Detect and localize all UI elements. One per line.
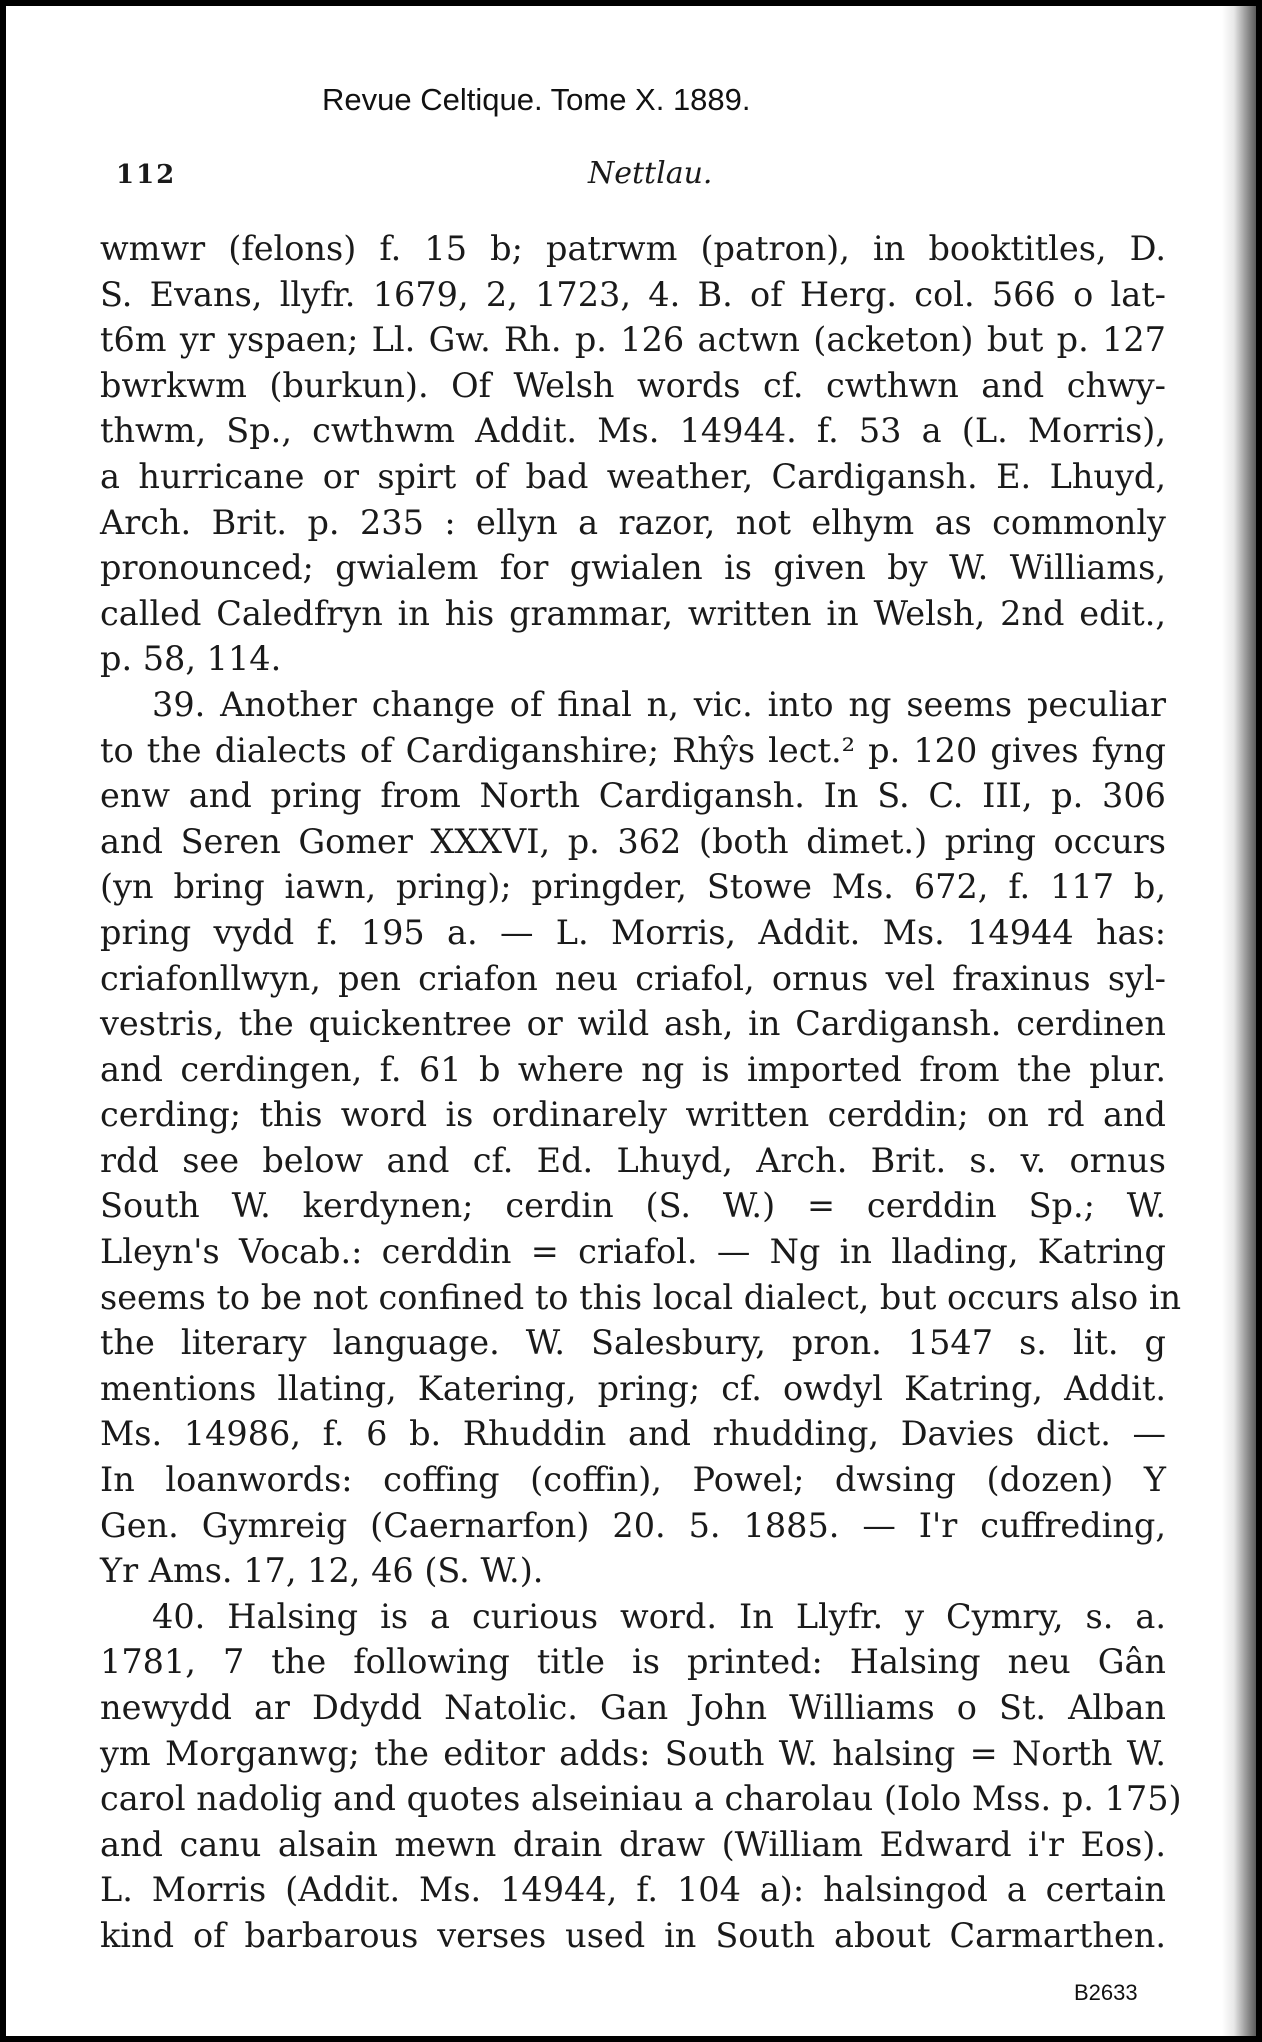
paragraph-39-start: 39. Another change of final n, vic. into ng seems peculiar (152, 684, 1166, 724)
shelfmark-label: B2633 (1074, 1980, 1138, 2005)
page-border-right (1256, 0, 1262, 2042)
page-number: 112 (116, 160, 177, 190)
running-head: Nettlau. (588, 156, 713, 191)
text-line: mentions llating, Katering, pring; cf. owdyl Katring, Addit. (100, 1368, 1166, 1408)
page-border-top (0, 0, 1262, 6)
text-line: 1781, 7 the following title is printed: Halsing neu Gân (100, 1642, 1166, 1682)
text-line: pring vydd f. 195 a. — L. Morris, Addit. Ms. 14944 has: (100, 912, 1166, 952)
journal-citation: Revue Celtique. Tome X. 1889. (322, 82, 751, 117)
text-line: newydd ar Ddydd Natolic. Gan John Williams o St. Alban (100, 1688, 1166, 1727)
page-border-bottom (0, 2036, 1262, 2042)
text-line: vestris, the quickentree or wild ash, in Cardigansh. cerdinen (100, 1004, 1166, 1044)
text-line: S. Evans, llyfr. 1679, 2, 1723, 4. B. of Herg. col. 566 o lat- (100, 274, 1166, 314)
text-line: Lleyn's Vocab.: cerddin = criafol. — Ng in llading, Katring (100, 1232, 1166, 1272)
text-line: Yr Ams. 17, 12, 46 (S. W.). (100, 1551, 544, 1591)
text-line: t6m yr yspaen; Ll. Gw. Rh. p. 126 actwn (acketon) but p. 127 (100, 320, 1166, 360)
text-line: thwm, Sp., cwthwm Addit. Ms. 14944. f. 53 a (L. Morris), (100, 411, 1166, 451)
text-line: and canu alsain mewn drain draw (William Edward i'r Eos). (100, 1824, 1166, 1864)
text-line: enw and pring from North Cardigansh. In S. C. III, p. 306 (100, 776, 1166, 816)
text-line: bwrkwm (burkun). Of Welsh words cf. cwthwn and chwy- (100, 365, 1166, 405)
text-line: (yn bring iawn, pring); pringder, Stowe Ms. 672, f. 117 b, (100, 867, 1166, 907)
scan-shadow-edge (1222, 0, 1256, 2042)
text-line: ym Morganwg; the editor adds: South W. halsing = North W. (100, 1733, 1166, 1773)
text-line: Arch. Brit. p. 235 : ellyn a razor, not elhym as commonly (100, 502, 1166, 542)
text-line: L. Morris (Addit. Ms. 14944, f. 104 a): halsingod a certain (100, 1870, 1166, 1910)
text-line: criafonllwyn, pen criafon neu criafol, ornus vel fraxinus syl- (100, 958, 1166, 998)
text-line: South W. kerdynen; cerdin (S. W.) = cerddin Sp.; W. (100, 1186, 1166, 1226)
text-line: and cerdingen, f. 61 b where ng is imported from the plur. (100, 1049, 1166, 1089)
paragraph-40-start: 40. Halsing is a curious word. In Llyfr. y Cymry, s. a. (152, 1596, 1166, 1636)
body-text (100, 226, 1182, 1959)
text-line: p. 58, 114. (100, 639, 282, 679)
text-line: cerding; this word is ordinarely written cerddin; on rd and (100, 1095, 1166, 1135)
text-line: Ms. 14986, f. 6 b. Rhuddin and rhudding, Davies dict. — (100, 1414, 1166, 1454)
text-line: pronounced; gwialem for gwialen is given by W. Williams, (100, 548, 1166, 588)
text-line: a hurricane or spirt of bad weather, Cardigansh. E. Lhuyd, (100, 456, 1166, 496)
text-line: kind of barbarous verses used in South about Carmarthen. (100, 1915, 1166, 1955)
text-line: the literary language. W. Salesbury, pron. 1547 s. lit. g (100, 1323, 1166, 1363)
text-line: called Caledfryn in his grammar, written in Welsh, 2nd edit., (100, 593, 1166, 633)
text-line: and Seren Gomer XXXVI, p. 362 (both dimet.) pring occurs (100, 821, 1166, 861)
text-line: In loanwords: coffing (coffin), Powel; dwsing (dozen) Y (100, 1460, 1166, 1500)
text-line: to the dialects of Cardiganshire; Rhŷs lect.² p. 120 gives fyng (100, 730, 1166, 770)
text-line: Gen. Gymreig (Caernarfon) 20. 5. 1885. — I'r cuffreding, (100, 1505, 1166, 1545)
text-line: carol nadolig and quotes alseiniau a charolau (Iolo Mss. p. 175) (100, 1779, 1182, 1819)
page-border-left (0, 0, 6, 2042)
text-line: seems to be not confined to this local dialect, but occurs also in (100, 1277, 1182, 1317)
text-line: wmwr (felons) f. 15 b; patrwm (patron), in booktitles, D. (100, 229, 1166, 268)
text-line: rdd see below and cf. Ed. Lhuyd, Arch. Brit. s. v. ornus (100, 1140, 1166, 1180)
